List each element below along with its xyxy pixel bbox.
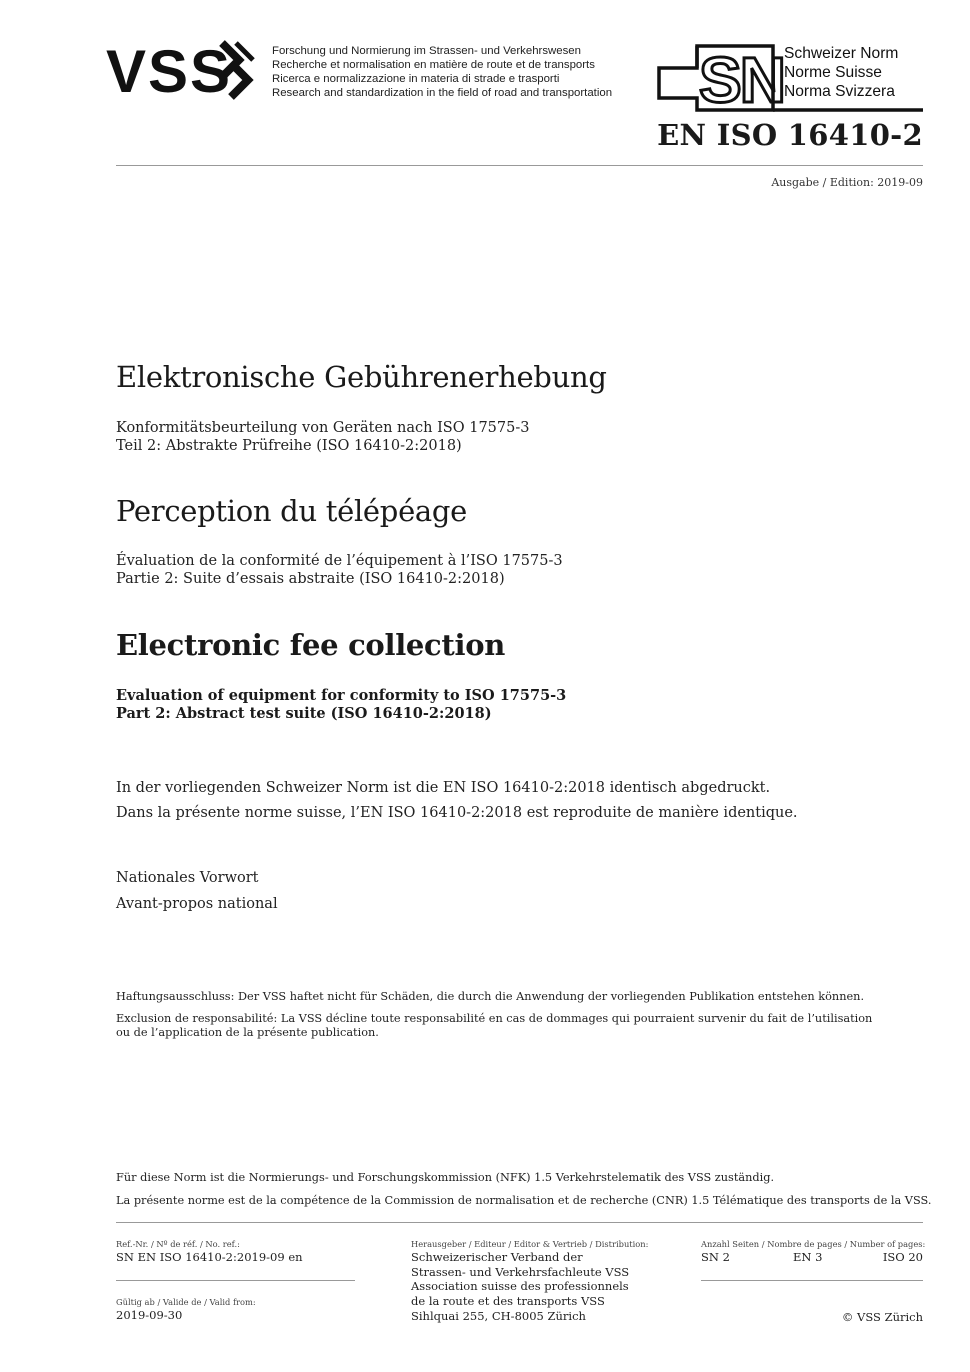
standard-number: EN ISO 16410-2 xyxy=(657,118,923,152)
footer-divider xyxy=(116,1222,923,1223)
page-count-label: Anzahl Seiten / Nombre de pages / Number of pages: xyxy=(701,1239,926,1249)
vss-tagline-line: Ricerca e normalizzazione in materia di strade e trasporti xyxy=(272,73,560,85)
reference-number: SN EN ISO 16410-2:2019-09 en xyxy=(116,1250,303,1264)
vss-tagline-line: Forschung und Normierung im Strassen- und Verkehrswesen xyxy=(272,45,581,57)
vss-tagline xyxy=(272,44,612,100)
vss-tagline-line: Research and standardization in the field of road and transportation xyxy=(272,87,613,99)
sn-name-fr: Norme Suisse xyxy=(784,64,882,81)
publisher-line: Schweizerischer Verband der xyxy=(411,1250,583,1264)
committee-note-german: Für diese Norm ist die Normierungs- und Forschungskommission (NFK) 1.5 Verkehrstelematik des VSS zuständig. xyxy=(116,1171,775,1184)
header-divider xyxy=(116,165,923,166)
page-count-en: EN 3 xyxy=(793,1250,823,1264)
identity-statement-german: In der vorliegenden Schweizer Norm ist die EN ISO 16410-2:2018 identisch abgedruckt. xyxy=(116,780,771,796)
valid-from-date: 2019-09-30 xyxy=(116,1308,183,1322)
publisher-label: Herausgeber / Editeur / Editor & Vertrieb / Distribution: xyxy=(411,1239,649,1249)
reference-divider xyxy=(116,1280,355,1281)
publisher-line: Strassen- und Verkehrsfachleute VSS xyxy=(411,1264,630,1279)
valid-from-label: Gültig ab / Valide de / Valid from: xyxy=(116,1297,256,1307)
disclaimer-german: Haftungsausschluss: Der VSS haftet nicht für Schäden, die durch die Anwendung der vorliegenden Publikation entstehen können. xyxy=(116,990,865,1003)
identity-statement-french: Dans la présente norme suisse, l’EN ISO 16410-2:2018 est reproduite de manière identique. xyxy=(116,805,798,821)
subtitle-german-line1: Konformitätsbeurteilung von Geräten nach ISO 17575-3 xyxy=(116,420,530,436)
vss-tagline-line: Recherche et normalisation en matière de route et de transports xyxy=(272,59,595,71)
sn-names xyxy=(784,44,898,101)
publisher-address xyxy=(411,1250,629,1324)
reference-number-label: Ref.-Nr. / Nº de réf. / No. ref.: xyxy=(116,1239,240,1249)
disclaimer-french: Exclusion de responsabilité: La VSS décline toute responsabilité en cas de dommages qui pourraient survenir du fait de l’utilisation ou de l’application de la présente publication. xyxy=(116,1012,873,1039)
vss-logo xyxy=(106,39,266,105)
sn-logo-text: SN xyxy=(699,44,784,114)
subtitle-german-line2: Teil 2: Abstrakte Prüfreihe (ISO 16410-2:2018) xyxy=(116,438,462,454)
subtitle-french-line1: Évaluation de la conformité de l’équipement à l’ISO 17575-3 xyxy=(116,553,563,569)
publisher-line: de la route et des transports VSS xyxy=(411,1294,605,1309)
page-count-iso: ISO 20 xyxy=(882,1250,923,1264)
subtitle-english xyxy=(116,687,566,723)
page-count-sn: SN 2 xyxy=(701,1250,730,1264)
publisher-line: Sihlquai 255, CH-8005 Zürich xyxy=(411,1308,586,1323)
title-german: Elektronische Gebührenerhebung xyxy=(116,360,607,394)
sn-name-de: Schweizer Norm xyxy=(784,45,899,62)
copyright-notice: © VSS Zürich xyxy=(841,1310,923,1324)
national-foreword-french: Avant-propos national xyxy=(116,896,278,912)
subtitle-german xyxy=(116,419,529,455)
sn-name-it: Norma Svizzera xyxy=(784,83,895,100)
edition-date: Ausgabe / Edition: 2019-09 xyxy=(771,176,923,189)
title-english: Electronic fee collection xyxy=(116,628,506,662)
national-foreword-german: Nationales Vorwort xyxy=(116,870,259,886)
subtitle-french-line2: Partie 2: Suite d’essais abstraite (ISO 16410-2:2018) xyxy=(116,571,505,587)
vss-logo-text: VSS xyxy=(106,39,233,101)
subtitle-french xyxy=(116,552,563,588)
page-count-divider xyxy=(701,1280,923,1281)
publisher-line: Association suisse des professionnels xyxy=(411,1279,629,1294)
subtitle-english-line2: Part 2: Abstract test suite (ISO 16410-2:2018) xyxy=(116,705,492,722)
subtitle-english-line1: Evaluation of equipment for conformity to ISO 17575-3 xyxy=(116,687,567,704)
committee-note-french: La présente norme est de la compétence de la Commission de normalisation et de recherche (CNR) 1.5 Télématique des transports de la VSS. xyxy=(116,1194,932,1207)
title-french: Perception du télépéage xyxy=(116,494,468,528)
